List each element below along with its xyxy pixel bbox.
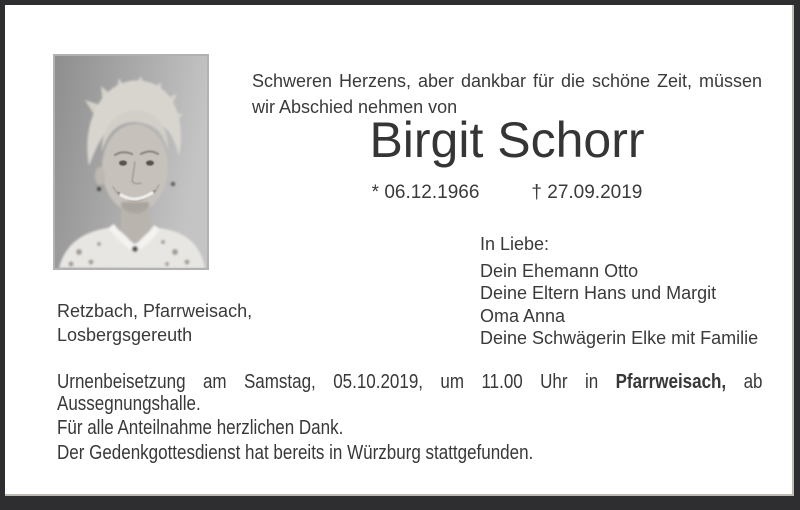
places-line: Retzbach, Pfarrweisach,: [57, 301, 253, 321]
mourner-line: Dein Ehemann Otto: [480, 260, 639, 281]
intro-text: Schweren Herzens, aber dankbar für die schöne Zeit, müssen wir Abschied nehmen von: [252, 71, 762, 117]
obituary-sheet: [5, 5, 794, 496]
funeral-text-end: ab Aussegnungshalle.: [57, 371, 763, 415]
funeral-place-bold: Pfarrweisach,: [615, 371, 727, 393]
deceased-name: Birgit Schorr: [369, 112, 645, 168]
life-dates: [252, 182, 762, 204]
funeral-text-start: Urnenbeisetzung am Samstag, 05.10.2019, um 11.00 Uhr in: [57, 371, 616, 393]
mourners-block: [480, 233, 758, 350]
mourner-line: Deine Schwägerin Elke mit Familie: [480, 328, 759, 348]
mourners-heading: In Liebe:: [480, 234, 550, 254]
portrait-photo-image: [55, 56, 207, 268]
places-block: [57, 300, 252, 347]
announcement-block: [57, 371, 763, 464]
birth-date: * 06.12.1966: [371, 182, 480, 203]
thanks-text: Für alle Anteilnahme herzlichen Dank.: [57, 417, 344, 439]
places-line: Losbergsgereuth: [57, 324, 193, 345]
mourner-line: Oma Anna: [480, 305, 566, 326]
portrait-photo: [53, 54, 209, 270]
mourner-line: Deine Eltern Hans und Margit: [480, 283, 717, 303]
memorial-text: Der Gedenkgottesdienst hat bereits in Würzburg stattgefunden.: [57, 442, 534, 464]
funeral-announcement: [57, 371, 763, 415]
death-date: † 27.09.2019: [531, 182, 643, 203]
